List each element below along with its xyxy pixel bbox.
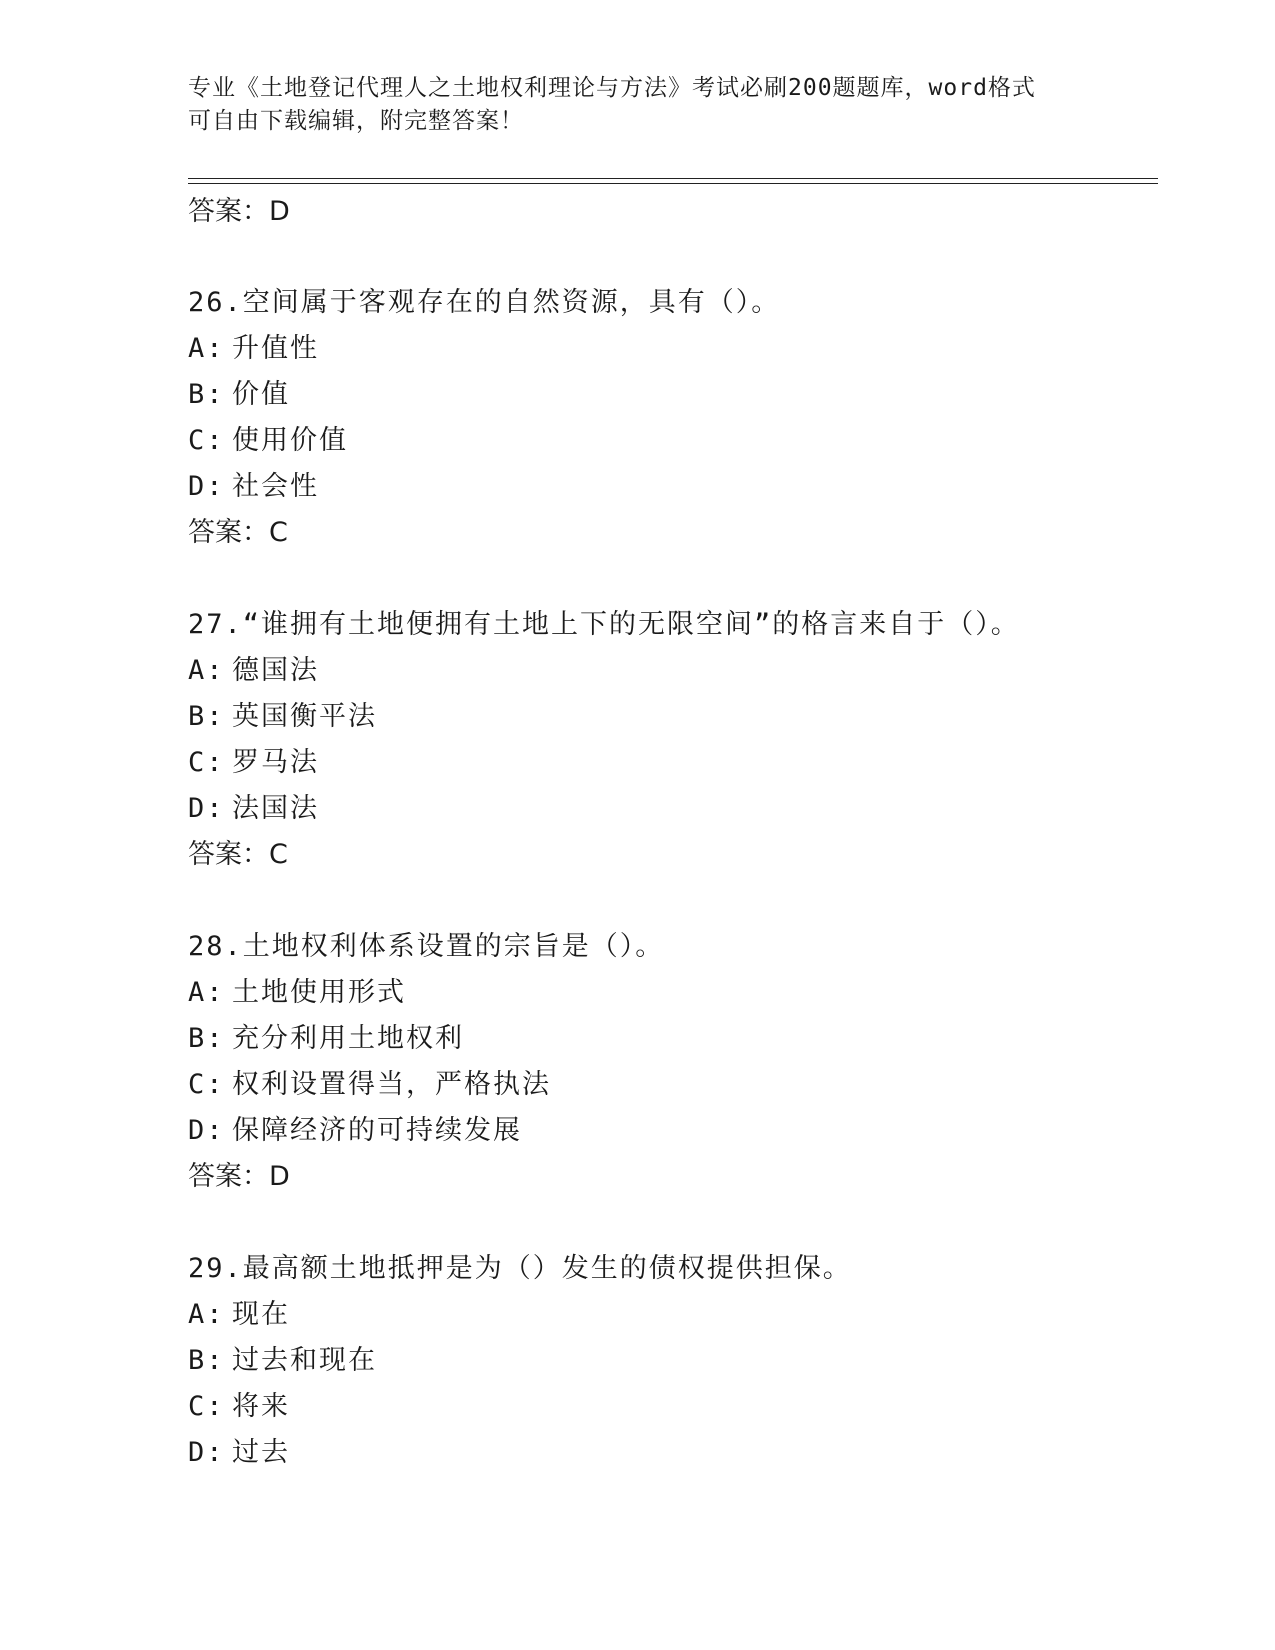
option-text: 德国法 — [232, 655, 319, 686]
answer-key: 答案：C — [188, 839, 288, 870]
option-text: 社会性 — [232, 471, 319, 502]
previous-answer: 答案：D — [188, 196, 290, 227]
option-text: 过去和现在 — [232, 1345, 377, 1376]
option-text: 保障经济的可持续发展 — [232, 1115, 522, 1146]
option-text: 将来 — [232, 1391, 290, 1422]
answer-option — [188, 1018, 1148, 1064]
option-letter: B: — [188, 1345, 225, 1376]
option-letter: B: — [188, 379, 225, 410]
option-letter: D: — [188, 1437, 225, 1468]
answer-option — [188, 650, 1148, 696]
answer-option — [188, 788, 1148, 834]
answer-option — [188, 328, 1148, 374]
option-letter: D: — [188, 471, 225, 502]
option-text: 价值 — [232, 379, 290, 410]
option-text: 升值性 — [232, 333, 319, 364]
option-letter: A: — [188, 655, 225, 686]
option-text: 罗马法 — [232, 747, 319, 778]
option-text: 使用价值 — [232, 425, 348, 456]
question-stem: 27.“谁拥有土地便拥有土地上下的无限空间”的格言来自于（）。 — [188, 609, 1020, 640]
option-letter: C: — [188, 1391, 225, 1422]
answer-option — [188, 1110, 1148, 1156]
question-block — [188, 1248, 1148, 1478]
header-line-1: 专业《土地登记代理人之土地权利理论与方法》考试必刷200题题库，word格式 — [188, 75, 1036, 101]
answer-key: 答案：C — [188, 517, 288, 548]
question-list — [188, 282, 1148, 1524]
question-stem: 26.空间属于客观存在的自然资源，具有（）。 — [188, 287, 781, 318]
question-stem: 29.最高额土地抵押是为（）发生的债权提供担保。 — [188, 1253, 852, 1284]
option-text: 现在 — [232, 1299, 290, 1330]
answer-option — [188, 1340, 1148, 1386]
option-letter: B: — [188, 701, 225, 732]
option-letter: C: — [188, 425, 225, 456]
header-line-2: 可自由下载编辑，附完整答案！ — [188, 108, 524, 134]
answer-option — [188, 1294, 1148, 1340]
option-letter: A: — [188, 333, 225, 364]
answer-option — [188, 1386, 1148, 1432]
option-letter: C: — [188, 1069, 225, 1100]
question-block — [188, 926, 1148, 1202]
answer-option — [188, 1064, 1148, 1110]
question-block — [188, 282, 1148, 558]
answer-option — [188, 1432, 1148, 1478]
header-divider-bottom — [188, 183, 1158, 184]
option-text: 法国法 — [232, 793, 319, 824]
option-text: 英国衡平法 — [232, 701, 377, 732]
answer-option — [188, 972, 1148, 1018]
question-stem: 28.土地权利体系设置的宗旨是（）。 — [188, 931, 665, 962]
option-letter: C: — [188, 747, 225, 778]
option-letter: B: — [188, 1023, 225, 1054]
option-text: 过去 — [232, 1437, 290, 1468]
answer-option — [188, 420, 1148, 466]
option-text: 权利设置得当，严格执法 — [232, 1069, 551, 1100]
answer-option — [188, 696, 1148, 742]
document-header — [188, 72, 1088, 138]
option-letter: D: — [188, 793, 225, 824]
option-letter: A: — [188, 1299, 225, 1330]
option-text: 土地使用形式 — [232, 977, 406, 1008]
option-letter: D: — [188, 1115, 225, 1146]
option-letter: A: — [188, 977, 225, 1008]
answer-key: 答案：D — [188, 1161, 290, 1192]
answer-option — [188, 466, 1148, 512]
header-divider-top — [188, 178, 1158, 179]
answer-option — [188, 374, 1148, 420]
question-block — [188, 604, 1148, 880]
option-text: 充分利用土地权利 — [232, 1023, 464, 1054]
answer-option — [188, 742, 1148, 788]
